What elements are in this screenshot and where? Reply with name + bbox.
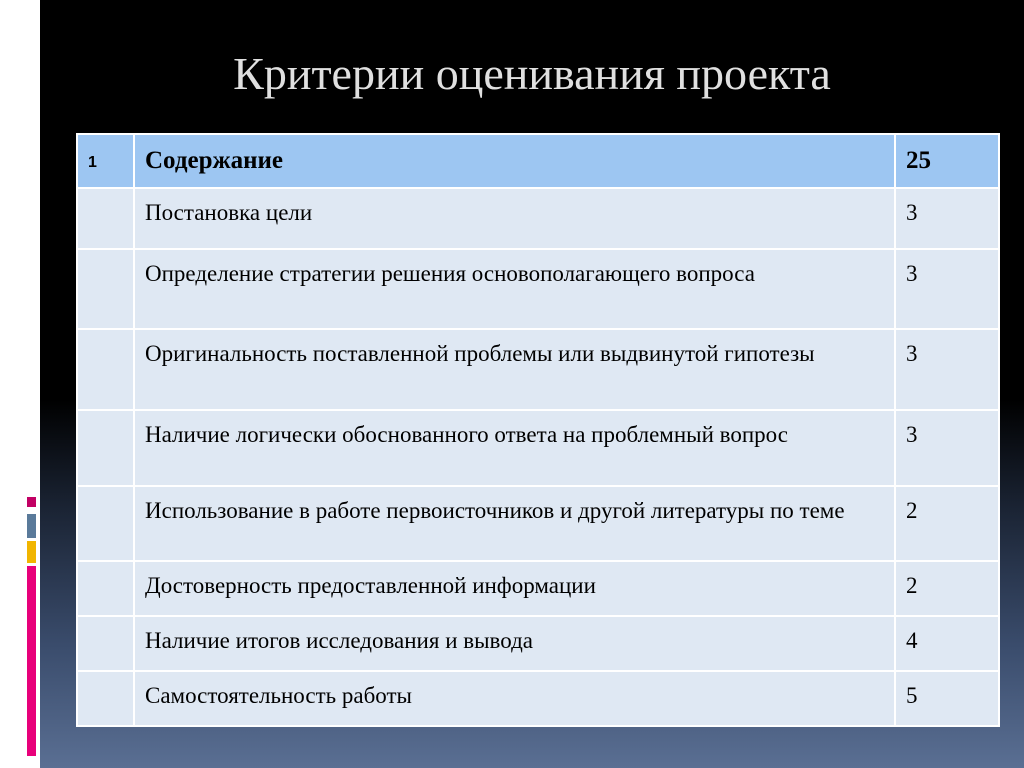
row-label-cell: Наличие логически обоснованного ответа на проблемный вопрос: [134, 410, 895, 486]
row-number-cell: [77, 486, 134, 561]
row-value-cell: 2: [895, 561, 999, 616]
table-row: [77, 671, 999, 726]
row-value-cell: 4: [895, 616, 999, 671]
header-number-cell: 1: [77, 134, 134, 188]
row-value-cell: 3: [895, 249, 999, 329]
accent-bar-crimson: [27, 497, 36, 507]
table-row: [77, 329, 999, 410]
header-value-cell: 25: [895, 134, 999, 188]
slide-title: Критерии оценивания проекта: [233, 48, 831, 99]
row-number-cell: [77, 671, 134, 726]
table-row: [77, 561, 999, 616]
table-row: [77, 486, 999, 561]
accent-bar-pink: [27, 566, 36, 756]
left-decorative-strip: [0, 0, 40, 768]
table-row: [77, 616, 999, 671]
row-value-cell: 2: [895, 486, 999, 561]
criteria-table: [76, 133, 1000, 727]
row-number-cell: [77, 410, 134, 486]
row-value-cell: 3: [895, 329, 999, 410]
row-label-cell: Определение стратегии решения основополагающего вопроса: [134, 249, 895, 329]
row-value-cell: 5: [895, 671, 999, 726]
row-number-cell: [77, 616, 134, 671]
table-row: [77, 188, 999, 249]
table-row: [77, 249, 999, 329]
row-number-cell: [77, 561, 134, 616]
row-value-cell: 3: [895, 410, 999, 486]
row-label-cell: Использование в работе первоисточников и другой литературы по теме: [134, 486, 895, 561]
accent-bar-yellow: [27, 541, 36, 563]
accent-bar-slate: [27, 514, 36, 538]
row-label-cell: Постановка цели: [134, 188, 895, 249]
row-label-cell: Достоверность предоставленной информации: [134, 561, 895, 616]
row-number-cell: [77, 249, 134, 329]
header-label-cell: Содержание: [134, 134, 895, 188]
row-label-cell: Оригинальность поставленной проблемы или выдвинутой гипотезы: [134, 329, 895, 410]
row-number-cell: [77, 329, 134, 410]
table-header-row: [77, 134, 999, 188]
row-label-cell: Наличие итогов исследования и вывода: [134, 616, 895, 671]
row-number-cell: [77, 188, 134, 249]
table-row: [77, 410, 999, 486]
row-value-cell: 3: [895, 188, 999, 249]
row-label-cell: Самостоятельность работы: [134, 671, 895, 726]
